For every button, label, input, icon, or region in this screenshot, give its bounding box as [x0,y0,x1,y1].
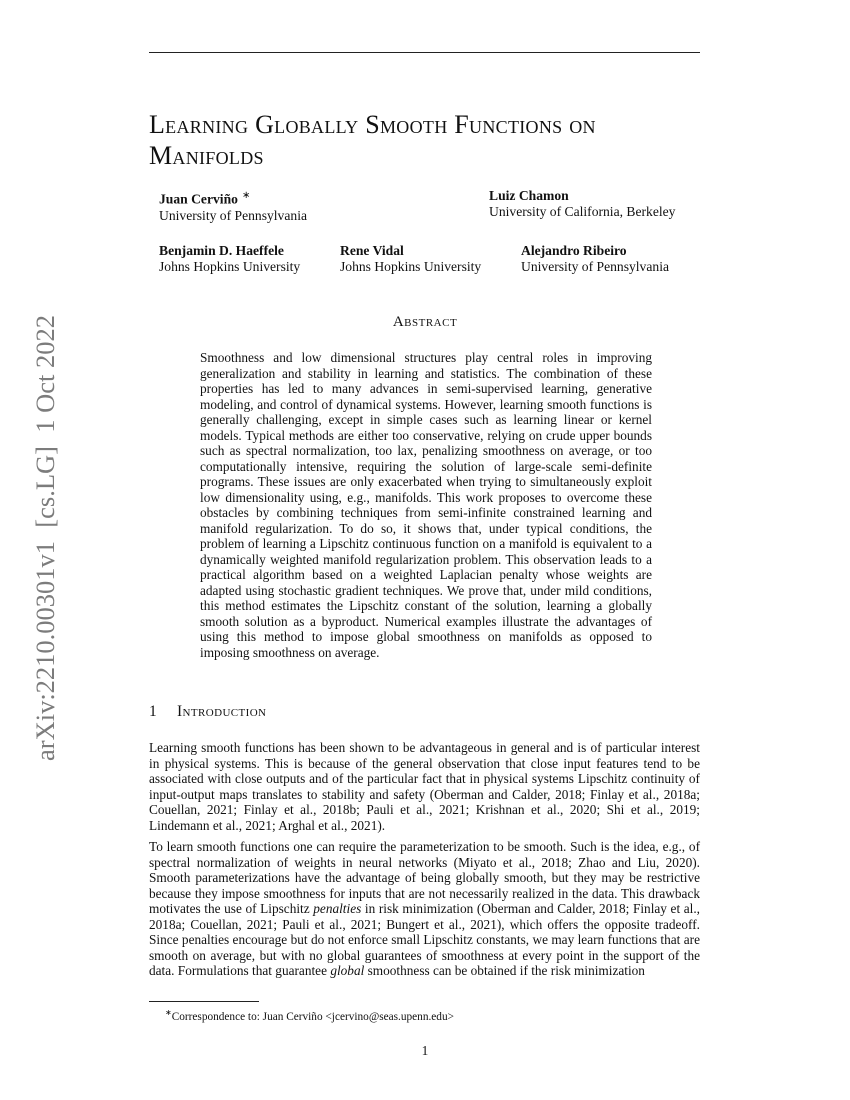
author-affiliation: Johns Hopkins University [340,259,482,274]
intro-paragraph-1: Learning smooth functions has been shown to be advantageous in general and is of particular interest in physical systems. This is because of the general observation that close input features tend to be associated with close outputs and of the particular fact that in physical systems Lipschitz continuity of input-output maps translates to stability and safety (Oberman and Calder, 2018; Finlay et al., 2018a; Couellan, 2021; Finlay et al., 2018b; Pauli et al., 2021; Krishnan et al., 2020; Shi et al., 2019; Lindemann et al., 2021; Arghal et al., 2021). [149,740,700,833]
paragraph-text: To learn smooth functions one can require the parameterization to be smooth. Such is the idea, e.g., of spectral normalization of weights in neural networks (Miyato et al., 2018; Zhao and Liu, 2020). Smooth parameterizations have the advantage of being globally smooth, but they may be restrictive because they impose smoothness for inputs that are not necessarily realized in the data. This drawback motivates the use of Lipschitz [149,839,700,916]
author-footnote-marker: ∗ [241,190,251,201]
author-affiliation: University of Pennsylvania [159,207,307,223]
author-name: Luiz Chamon [489,188,569,203]
author-block [521,243,669,275]
author-affiliation: University of California, Berkeley [489,204,676,219]
footnote-marker: ∗ [165,1008,172,1017]
emphasis-penalties: penalties [313,901,362,916]
section-heading-introduction [149,703,266,721]
section-number: 1 [149,703,157,720]
section-title: Introduction [177,703,267,720]
arxiv-identifier-stamp: arXiv:2210.00301v1 [cs.LG] 1 Oct 2022 [30,315,60,762]
author-affiliation: Johns Hopkins University [159,259,301,274]
author-name: Juan Cerviño [159,191,238,207]
emphasis-global: global [330,963,365,978]
paper-title: Learning Globally Smooth Functions on Manifolds [149,110,596,170]
author-block [340,243,481,275]
page-number: 1 [421,1043,429,1058]
abstract-heading: Abstract [392,314,458,330]
author-block [159,188,307,224]
top-rule [149,52,700,53]
paragraph-text: smoothness can be obtained if the risk minimization [364,963,645,978]
paragraph-text: in risk minimization (Oberman and Calder, 2018; Finlay et al., 2018a; Couellan, 2021; Pauli et al., 2021; Bungert et al., 2021), which offers the opposite tradeoff. Since penalties encourage but do not enforce small Lipschitz constants, we may learn functions that are smooth on average, but with no global guarantees of smoothness at every point in the support of the data. Formulations that guarantee [149,901,700,978]
author-affiliation: University of Pennsylvania [521,259,669,274]
footnote [165,1006,454,1024]
author-block [159,243,300,275]
intro-paragraph-2 [149,839,700,979]
author-block [489,188,675,220]
footnote-rule [149,1001,259,1002]
footnote-text: Correspondence to: Juan Cerviño <jcervino@seas.upenn.edu> [171,1010,454,1023]
author-name: Benjamin D. Haeffele [159,243,284,258]
author-name: Rene Vidal [340,243,404,258]
abstract-body: Smoothness and low dimensional structures play central roles in improving generalization and stability in learning and statistics. The combination of these properties has led to many advances in semi-supervised learning, generative modeling, and control of dynamical systems. However, learning smooth functions is generally challenging, except in simple cases such as learning linear or kernel models. Typical methods are either too conservative, relying on crude upper bounds such as spectral normalization, too lax, penalizing smoothness on average, or too computationally intensive, requiring the solution of large-scale semi-definite programs. These issues are only exacerbated when trying to simultaneously exploit low dimensionality using, e.g., manifolds. This work proposes to overcome these obstacles by combining techniques from semi-infinite constrained learning and manifold regularization. To do so, it shows that, under typical conditions, the problem of learning a Lipschitz continuous function on a manifold is equivalent to a dynamically weighted manifold regularization problem. This observation leads to a practical algorithm based on a weighted Laplacian penalty whose weights are adapted using stochastic gradient techniques. We prove that, under mild conditions, this method estimates the Lipschitz constant of the solution, learning a globally smooth solution as a byproduct. Numerical examples illustrate the advantages of using this method to impose global smoothness on manifolds as opposed to imposing smoothness on average. [200,350,652,660]
author-name: Alejandro Ribeiro [521,243,627,258]
